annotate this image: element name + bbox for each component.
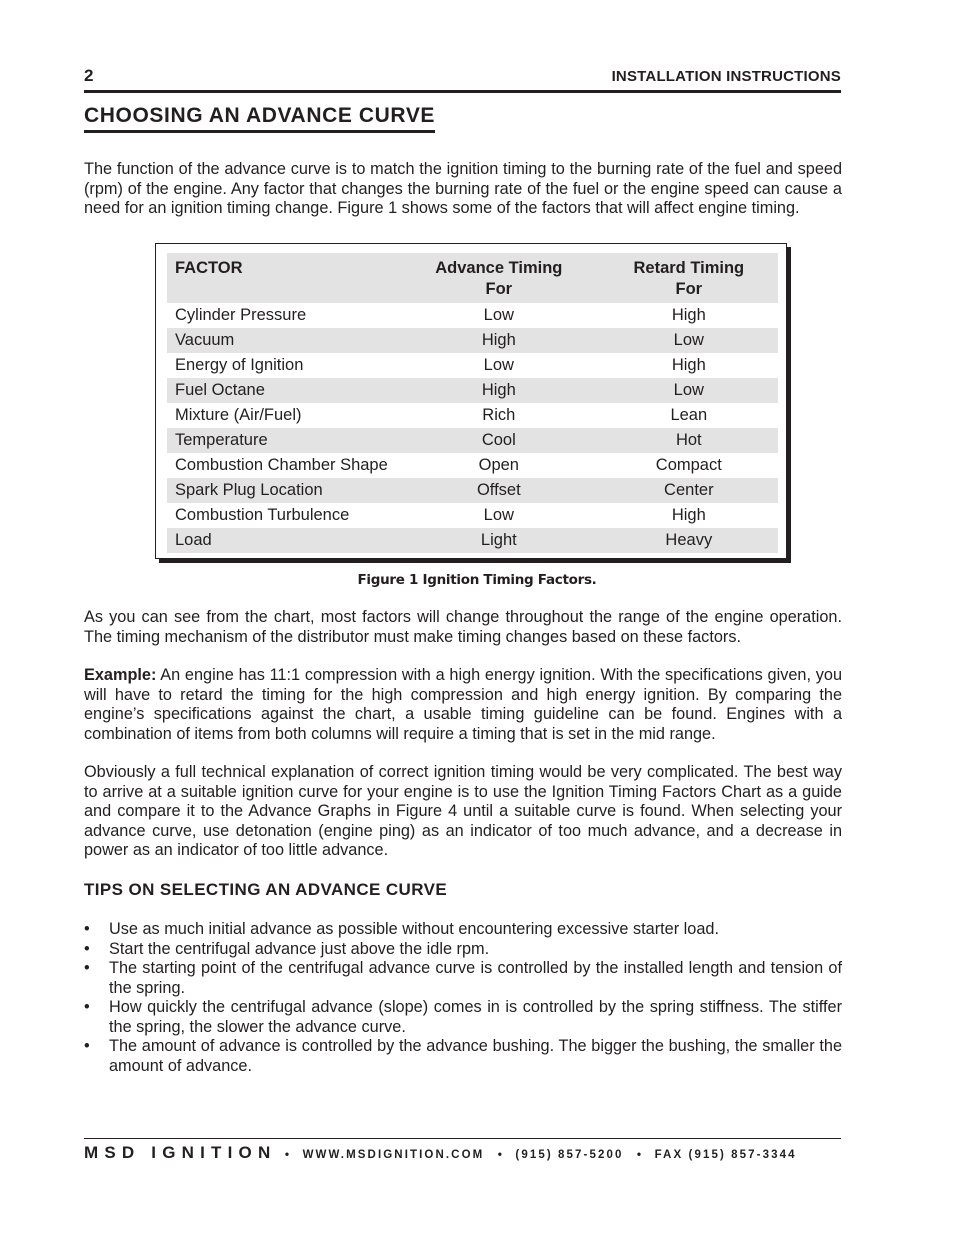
list-item <box>84 998 842 1037</box>
advance-cell: Low <box>483 506 514 524</box>
bullet-icon: • <box>84 920 90 938</box>
guidance-paragraph: Obviously a full technical explanation of correct ignition timing would be very complicated. The best way to arrive at a suitable ignition curve for your engine is to use the Ignition Timing Factors Chart as a guide and compare it to the Advance Graphs in Figure 4 until a suitable curve is found. When selecting your advance curve, use detonation (engine ping) as an indicator of too much advance, and a decrease in power as an indicator of too little advance. <box>84 763 842 859</box>
factor-cell: Energy of Ignition <box>175 356 304 374</box>
table-row <box>167 503 778 528</box>
footer-fax: FAX (915) 857-3344 <box>654 1149 797 1161</box>
retard-cell: Low <box>600 378 778 403</box>
page-header <box>84 64 841 93</box>
tip-text: The starting point of the centrifugal advance curve is controlled by the installed length and tension of the spring. <box>109 959 842 997</box>
factor-cell: Spark Plug Location <box>167 478 398 503</box>
factor-cell: Load <box>167 528 398 553</box>
retard-cell: Low <box>600 328 778 353</box>
advance-cell: High <box>398 378 600 403</box>
header-retard-sub: For <box>675 280 703 298</box>
page-number: 2 <box>84 66 94 85</box>
advance-cell: Cool <box>398 428 600 453</box>
retard-cell: High <box>671 306 706 324</box>
factor-cell: Mixture (Air/Fuel) <box>175 406 302 424</box>
header-title: INSTALLATION INSTRUCTIONS <box>611 68 841 85</box>
footer-phone: (915) 857-5200 <box>515 1149 624 1161</box>
table-row <box>167 378 778 403</box>
header-retard <box>600 253 778 303</box>
page-footer <box>84 1138 841 1163</box>
timing-factors-table-frame <box>155 243 787 559</box>
header-factor-label: FACTOR <box>175 259 243 277</box>
table-row <box>167 328 778 353</box>
timing-factors-table <box>167 253 778 553</box>
retard-cell: Lean <box>670 406 708 424</box>
advance-cell: Low <box>483 356 514 374</box>
bullet-icon: • <box>84 998 90 1016</box>
list-item <box>84 959 842 998</box>
factor-cell: Cylinder Pressure <box>175 306 307 324</box>
example-paragraph <box>84 666 842 744</box>
factor-cell: Vacuum <box>167 328 398 353</box>
bullet-icon: • <box>84 1037 90 1055</box>
advance-cell: Rich <box>482 406 516 424</box>
intro-paragraph: The function of the advance curve is to match the ignition timing to the burning rate of the fuel and speed (rpm) of the engine. Any factor that changes the burning rate of the fuel or the engine speed can cause a need for an ignition timing change. Figure 1 shows some of the factors that will affect engine timing. <box>84 160 842 217</box>
advance-cell: Low <box>483 306 514 324</box>
example-label: Example: <box>84 666 157 684</box>
header-advance <box>398 253 600 303</box>
header-advance-label: Advance Timing <box>435 259 563 277</box>
list-item <box>84 1037 842 1076</box>
table-row <box>167 428 778 453</box>
table-header-row <box>167 253 778 303</box>
bullet-icon: • <box>84 959 90 977</box>
retard-cell: High <box>671 506 706 524</box>
table-row <box>167 403 778 428</box>
list-item <box>84 920 842 940</box>
table-row <box>167 528 778 553</box>
tip-text: Start the centrifugal advance just above the idle rpm. <box>109 939 490 958</box>
factor-cell: Combustion Chamber Shape <box>175 456 388 474</box>
tip-text: How quickly the centrifugal advance (slope) comes in is controlled by the spring stiffness. The stiffer the spring, the slower the advance curve. <box>109 998 842 1036</box>
footer-separator: • <box>636 1147 642 1161</box>
tip-text: Use as much initial advance as possible without encountering excessive starter load. <box>109 920 719 938</box>
advance-cell: Light <box>398 528 600 553</box>
retard-cell: Center <box>600 478 778 503</box>
list-item <box>84 940 842 960</box>
advance-cell: High <box>398 328 600 353</box>
advance-cell: Open <box>478 456 519 474</box>
example-text: An engine has 11:1 compression with a high energy ignition. With the specifications given, you will have to retard the timing for the high compression and high energy ignition. By comparing the engine’s specifications against the chart, a usable timing guideline can be found. Engines with a combination of items from both columns will require a timing that is set in the mid range. <box>84 666 842 743</box>
table-row <box>167 453 778 478</box>
table-row <box>167 478 778 503</box>
retard-cell: Compact <box>655 456 722 474</box>
footer-url: WWW.MSDIGNITION.COM <box>302 1149 485 1161</box>
figure-caption: Figure 1 Ignition Timing Factors. <box>357 572 597 588</box>
factor-cell: Combustion Turbulence <box>175 506 350 524</box>
header-advance-sub: For <box>485 280 513 298</box>
footer-brand: MSD IGNITION <box>84 1143 277 1162</box>
header-retard-label: Retard Timing <box>633 259 745 277</box>
chart-explanation-paragraph: As you can see from the chart, most factors will change throughout the range of the engine operation. The timing mechanism of the distributor must make timing changes based on these factors. <box>84 608 842 646</box>
footer-separator: • <box>497 1147 502 1161</box>
header-factor <box>167 253 398 303</box>
bullet-icon: • <box>84 939 90 958</box>
retard-cell: Heavy <box>600 528 778 553</box>
tip-text: The amount of advance is controlled by the advance bushing. The bigger the bushing, the smaller the amount of advance. <box>109 1037 842 1075</box>
table-row <box>167 353 778 378</box>
retard-cell: High <box>671 356 706 374</box>
table-row <box>167 303 778 328</box>
tips-list <box>84 920 842 1076</box>
factor-cell: Fuel Octane <box>167 378 398 403</box>
advance-cell: Offset <box>398 478 600 503</box>
footer-separator: • <box>284 1147 290 1161</box>
tips-title: TIPS ON SELECTING AN ADVANCE CURVE <box>84 880 448 899</box>
section-title: CHOOSING AN ADVANCE CURVE <box>84 104 435 133</box>
factor-cell: Temperature <box>167 428 398 453</box>
retard-cell: Hot <box>600 428 778 453</box>
